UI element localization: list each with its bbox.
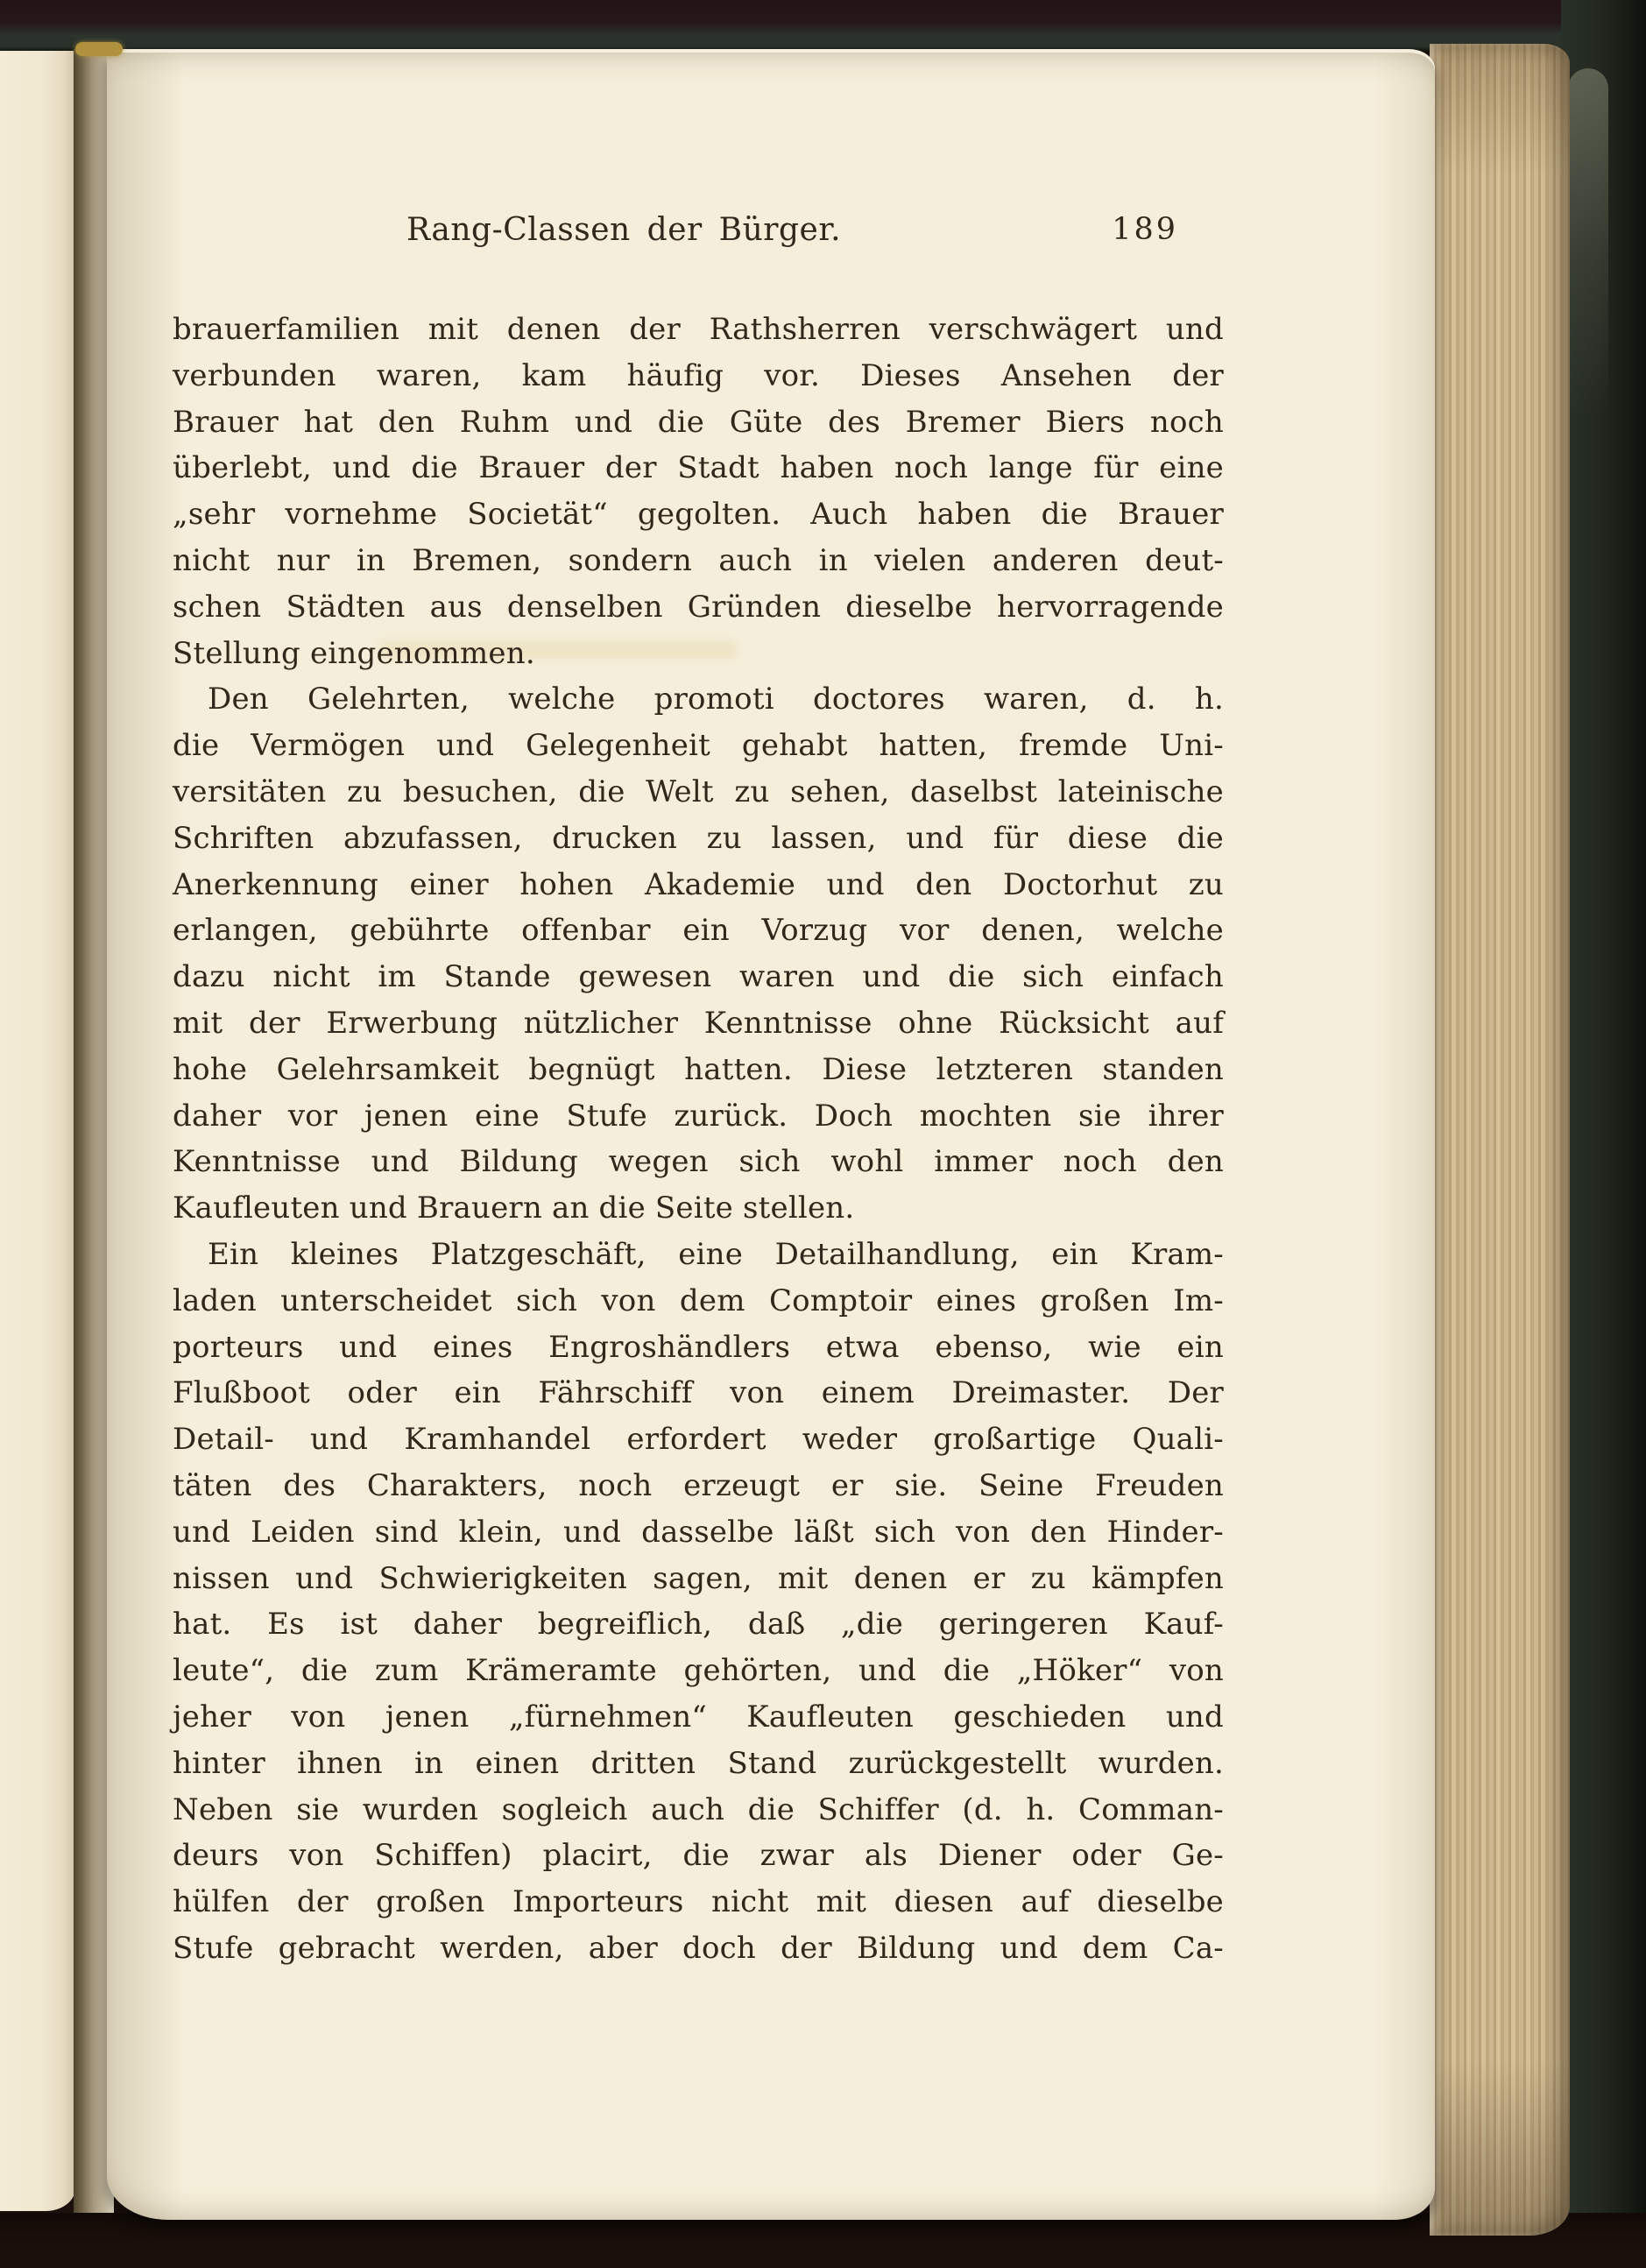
text-line: Brauer hat den Ruhm und die Güte des Bremer Biers noch — [173, 404, 1224, 440]
book-page — [107, 49, 1435, 2220]
text-line: Ein kleines Platzgeschäft, eine Detailhandlung, ein Kram- — [208, 1236, 1224, 1272]
running-head — [173, 212, 1224, 265]
text-line: Stufe gebracht werden, aber doch der Bildung und dem Ca- — [173, 1930, 1224, 1966]
text-line: hülfen der großen Importeurs nicht mit diesen auf dieselbe — [173, 1884, 1224, 1920]
text-line: deurs von Schiffen) placirt, die zwar als Diener oder Ge- — [173, 1838, 1224, 1874]
gilt-edge-glint — [75, 42, 123, 56]
cover-edge-highlight — [1568, 68, 1608, 419]
text-line: Kaufleuten und Brauern an die Seite stellen. — [173, 1191, 855, 1226]
text-line: Anerkennung einer hohen Akademie und den Doctorhut zu — [173, 866, 1224, 902]
text-line: laden unterscheidet sich von dem Comptoir eines großen Im- — [173, 1282, 1224, 1318]
text-line: Kenntnisse und Bildung wegen sich wohl immer noch den — [173, 1144, 1224, 1180]
text-line: versitäten zu besuchen, die Welt zu sehen, daselbst lateinische — [173, 774, 1224, 809]
page-number: 189 — [1112, 212, 1178, 247]
text-line: die Vermögen und Gelegenheit gehabt hatten, fremde Uni- — [173, 728, 1224, 764]
text-line: „sehr vornehme Societät“ gegolten. Auch haben die Brauer — [173, 497, 1224, 533]
body-text — [173, 307, 1224, 1972]
text-line: jeher von jenen „fürnehmen“ Kaufleuten geschieden und — [173, 1699, 1224, 1735]
text-line: überlebt, und die Brauer der Stadt haben noch lange für eine — [173, 450, 1224, 486]
text-line: Den Gelehrten, welche promoti doctores waren, d. h. — [208, 682, 1224, 717]
text-line: hinter ihnen in einen dritten Stand zurückgestellt wurden. — [173, 1745, 1224, 1781]
text-line: leute“, die zum Krämeramte gehörten, und die „Höker“ von — [173, 1653, 1224, 1689]
text-line: schen Städten aus denselben Gründen dieselbe hervorragende — [173, 589, 1224, 625]
text-line: daher vor jenen eine Stufe zurück. Doch mochten sie ihrer — [173, 1098, 1224, 1134]
text-line: porteurs und eines Engroshändlers etwa ebenso, wie ein — [173, 1329, 1224, 1365]
text-line: erlangen, gebührte offenbar ein Vorzug vor denen, welche — [173, 913, 1224, 949]
text-line: verbunden waren, kam häufig vor. Dieses Ansehen der — [173, 357, 1224, 393]
background-surface — [0, 2213, 1646, 2268]
text-line: nicht nur in Bremen, sondern auch in vielen anderen deut- — [173, 542, 1224, 578]
text-line: brauerfamilien mit denen der Rathsherren verschwägert und — [173, 312, 1224, 347]
text-line: Stellung eingenommen. — [173, 635, 535, 671]
book-cover-top — [0, 0, 1646, 51]
text-line: hat. Es ist daher begreiflich, daß „die geringeren Kauf- — [173, 1607, 1224, 1643]
text-line: Detail- und Kramhandel erfordert weder großartige Quali- — [173, 1422, 1224, 1458]
text-line: mit der Erwerbung nützlicher Kenntnisse ohne Rücksicht auf — [173, 1005, 1224, 1041]
text-line: Schriften abzufassen, drucken zu lassen, und für diese die — [173, 820, 1224, 856]
text-line: hohe Gelehrsamkeit begnügt hatten. Diese letzteren standen — [173, 1051, 1224, 1087]
page-header-title: Rang-Classen der Bürger. — [406, 212, 842, 248]
text-line: täten des Charakters, noch erzeugt er sie. Seine Freuden — [173, 1467, 1224, 1503]
left-page-edge — [0, 51, 75, 2211]
text-area — [173, 49, 1224, 2220]
text-line: und Leiden sind klein, und dasselbe läßt sich von den Hinder- — [173, 1514, 1224, 1550]
text-line: dazu nicht im Stande gewesen waren und die sich einfach — [173, 959, 1224, 995]
text-line: nissen und Schwierigkeiten sagen, mit denen er zu kämpfen — [173, 1560, 1224, 1596]
page-edges-stack — [1430, 44, 1570, 2236]
text-line: Neben sie wurden sogleich auch die Schiffer (d. h. Comman- — [173, 1791, 1224, 1827]
text-line: Flußboot oder ein Fährschiff von einem Dreimaster. Der — [173, 1375, 1224, 1411]
